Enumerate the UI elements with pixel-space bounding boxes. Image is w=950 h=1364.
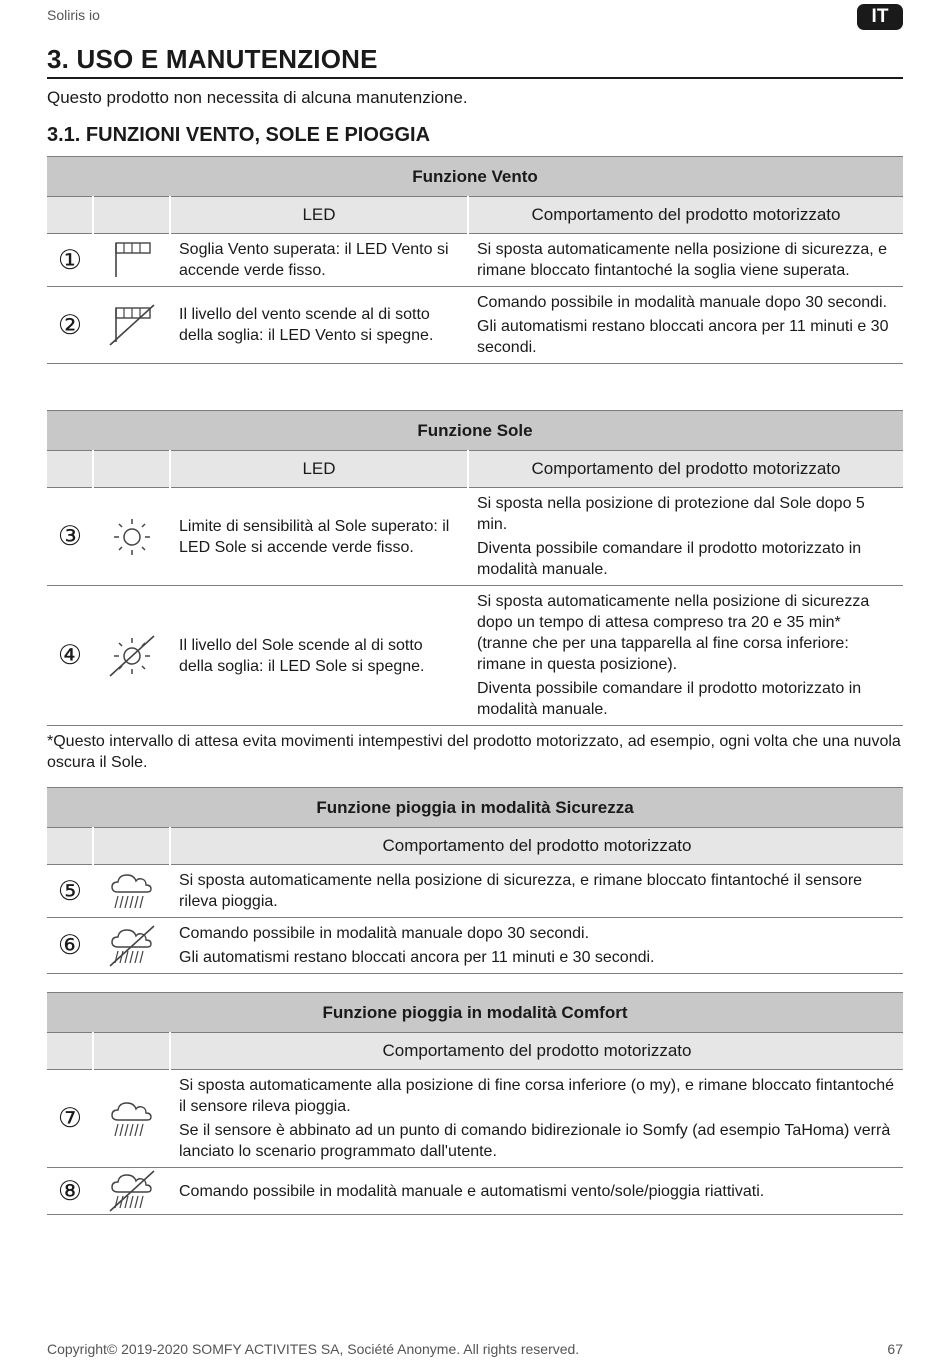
row-number: ⑤ [47,865,93,918]
table-row [47,234,903,287]
led-description: Il livello del Sole scende al di sotto della soglia: il LED Sole si spegne. [170,586,468,726]
header-blank [93,1033,170,1070]
behavior-paragraph: Si sposta automaticamente alla posizione di fine corsa inferiore (o my), e rimane bloccato fintantoché il sensore rileva pioggia. [179,1077,895,1115]
header-blank [93,828,170,865]
rain-safety-table [47,787,903,974]
header-blank [93,451,170,488]
sun-icon [106,514,158,560]
row-number: ⑥ [47,918,93,974]
behavior-description [170,865,903,918]
behavior-paragraph: Se il sensore è abbinato ad un punto di comando bidirezionale io Somfy (ad esempio TaHoma) verrà lanciato lo scenario programmato dall'utente. [179,1122,891,1160]
behavior-description [468,287,903,364]
sun-function-table [47,410,903,726]
row-icon-cell [93,488,170,586]
header-blank [47,197,93,234]
led-description: Il livello del vento scende al di sotto della soglia: il LED Vento si spegne. [170,287,468,364]
row-number: ④ [47,586,93,726]
behavior-description [468,586,903,726]
behavior-paragraph: Comando possibile in modalità manuale e automatismi vento/sole/pioggia riattivati. [179,1182,765,1200]
sun-footnote: *Questo intervallo di attesa evita movimenti intempestivi del prodotto motorizzato, ad esempio, ogni volta che una nuvola oscura il Sole. [47,733,901,771]
rain-comfort-table [47,992,903,1215]
table-row [47,488,903,586]
row-number: ⑦ [47,1070,93,1168]
header-blank [47,1033,93,1070]
behavior-description [170,918,903,974]
wind-icon [106,237,158,283]
table-row [47,865,903,918]
row-number: ② [47,287,93,364]
behavior-paragraph: Si sposta automaticamente nella posizione di sicurezza dopo un tempo di attesa compreso tra 20 e 35 min* (tranne che per una tapparella al fine corsa inferiore: rimane in questa posizione). [477,593,870,673]
wind-table-title: Funzione Vento [47,157,903,197]
row-number: ③ [47,488,93,586]
row-icon-cell [93,1168,170,1215]
row-icon-cell [93,234,170,287]
behavior-description [468,488,903,586]
behavior-paragraph: Comando possibile in modalità manuale dopo 30 secondi. [477,294,888,311]
footer-copyright: Copyright© 2019-2020 SOMFY ACTIVITES SA, Société Anonyme. All rights reserved. [47,1341,580,1357]
rain-icon [106,868,158,914]
header-behavior: Comportamento del prodotto motorizzato [468,451,903,488]
header-blank [47,828,93,865]
header-blank [93,197,170,234]
subsection-title: 3.1. FUNZIONI VENTO, SOLE E PIOGGIA [47,124,431,146]
rain-safety-title: Funzione pioggia in modalità Sicurezza [47,788,903,828]
language-badge: IT [857,4,903,30]
table-row [47,1168,903,1215]
page-number: 67 [887,1341,903,1357]
led-description: Soglia Vento superata: il LED Vento si accende verde fisso. [170,234,468,287]
behavior-paragraph: Comando possibile in modalità manuale dopo 30 secondi. [179,925,590,942]
led-description: Limite di sensibilità al Sole superato: il LED Sole si accende verde fisso. [170,488,468,586]
rain-off-icon [106,1168,158,1214]
header-blank [47,451,93,488]
rain-comfort-title: Funzione pioggia in modalità Comfort [47,993,903,1033]
behavior-description [170,1168,903,1215]
row-icon-cell [93,586,170,726]
row-number: ① [47,234,93,287]
behavior-paragraph: Gli automatismi restano bloccati ancora per 11 minuti e 30 secondi. [179,949,655,966]
product-name: Soliris io [47,7,100,23]
behavior-description [170,1070,903,1168]
behavior-paragraph: Si sposta automaticamente nella posizione di sicurezza, e rimane bloccato fintantoché la soglia viene superata. [477,241,887,279]
header-behavior: Comportamento del prodotto motorizzato [170,828,903,865]
header-behavior: Comportamento del prodotto motorizzato [468,197,903,234]
row-icon-cell [93,1070,170,1168]
row-icon-cell [93,918,170,974]
rain-off-icon [106,923,158,969]
section-title: 3. USO E MANUTENZIONE [47,44,903,79]
table-row [47,287,903,364]
behavior-description [468,234,903,287]
behavior-paragraph: Diventa possibile comandare il prodotto motorizzato in modalità manuale. [477,680,862,718]
header-led: LED [170,451,468,488]
table-row [47,918,903,974]
behavior-paragraph: Diventa possibile comandare il prodotto motorizzato in modalità manuale. [477,540,862,578]
row-icon-cell [93,287,170,364]
behavior-paragraph: Gli automatismi restano bloccati ancora per 11 minuti e 30 secondi. [477,318,889,356]
rain-icon [106,1096,158,1142]
sun-off-icon [106,633,158,679]
header-led: LED [170,197,468,234]
table-row [47,1070,903,1168]
section-intro: Questo prodotto non necessita di alcuna manutenzione. [47,88,468,107]
behavior-paragraph: Si sposta automaticamente nella posizione di sicurezza, e rimane bloccato fintantoché il sensore rileva pioggia. [179,872,863,910]
header-behavior: Comportamento del prodotto motorizzato [170,1033,903,1070]
table-row [47,586,903,726]
row-icon-cell [93,865,170,918]
wind-off-icon [106,302,158,348]
behavior-paragraph: Si sposta nella posizione di protezione dal Sole dopo 5 min. [477,495,865,533]
sun-table-title: Funzione Sole [47,411,903,451]
wind-function-table [47,156,903,364]
row-number: ⑧ [47,1168,93,1215]
